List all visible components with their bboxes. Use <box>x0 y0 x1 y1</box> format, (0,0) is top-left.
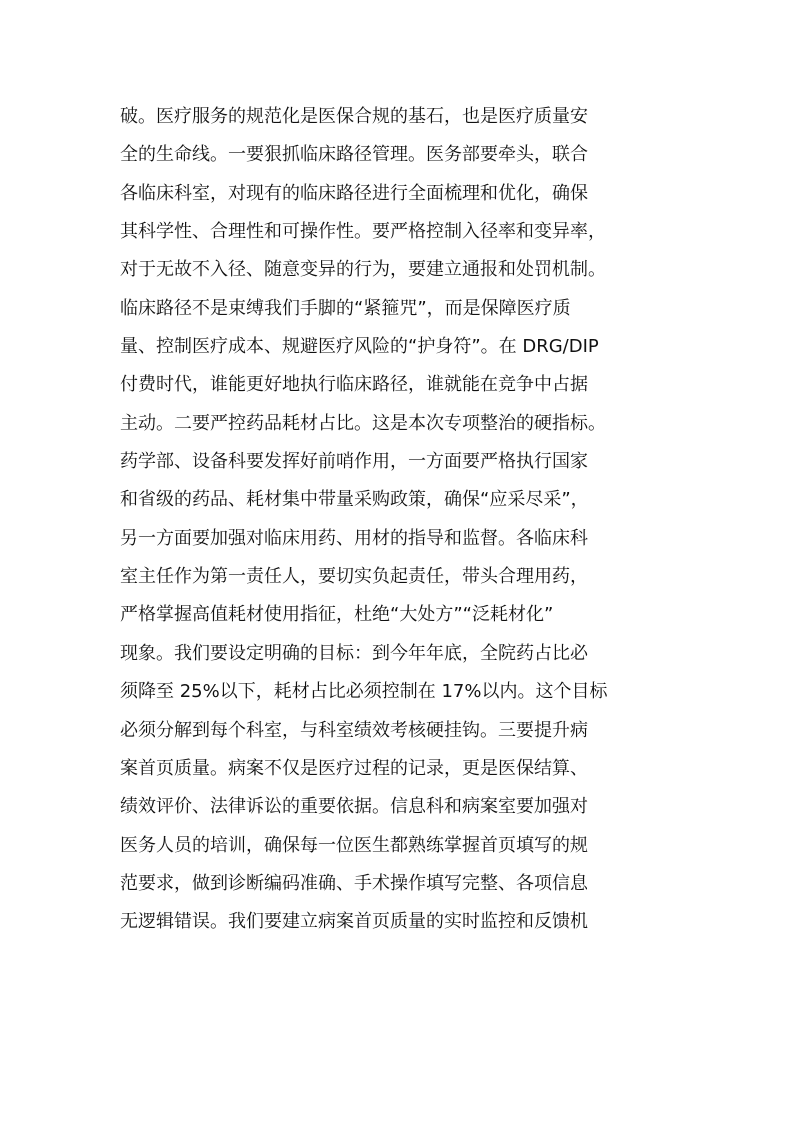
text-line: 其科学性、合理性和可操作性。要严格控制入径率和变异率， <box>120 221 606 243</box>
text-line: 现象。我们要设定明确的目标：到今年年底，全院药占比必 <box>120 642 588 664</box>
text-line: 付费时代，谁能更好地执行临床路径，谁就能在竞争中占据 <box>120 374 588 396</box>
text-line: 药学部、设备科要发挥好前哨作用，一方面要严格执行国家 <box>120 451 588 473</box>
text-line: 范要求，做到诊断编码准确、手术操作填写完整、各项信息 <box>120 872 588 894</box>
text-line: 严格掌握高值耗材使用指征，杜绝“大处方”“泛耗材化” <box>120 604 554 626</box>
text-line: 必须分解到每个科室，与科室绩效考核硬挂钩。三要提升病 <box>120 719 588 741</box>
text-line: 各临床科室，对现有的临床路径进行全面梳理和优化，确保 <box>120 182 588 204</box>
text-line: 和省级的药品、耗材集中带量采购政策，确保“应采尽采”， <box>120 489 589 511</box>
body-text <box>120 98 680 942</box>
text-line: 另一方面要加强对临床用药、用材的指导和监督。各临床科 <box>120 527 588 549</box>
text-line: 医务人员的培训，确保每一位医生都熟练掌握首页填写的规 <box>120 834 588 856</box>
text-line: 全的生命线。一要狠抓临床路径管理。医务部要牵头，联合 <box>120 144 588 166</box>
text-line: 室主任作为第一责任人，要切实负起责任，带头合理用药， <box>120 566 588 588</box>
text-line: 绩效评价、法律诉讼的重要依据。信息科和病案室要加强对 <box>120 796 588 818</box>
text-line: 须降至 25%以下，耗材占比必须控制在 17%以内。这个目标 <box>120 681 608 703</box>
text-line: 对于无故不入径、随意变异的行为，要建立通报和处罚机制。 <box>120 259 606 281</box>
text-line: 案首页质量。病案不仅是医疗过程的记录，更是医保结算、 <box>120 757 588 779</box>
text-line: 量、控制医疗成本、规避医疗风险的“护身符”。在 DRG/DIP <box>120 336 599 358</box>
text-line: 临床路径不是束缚我们手脚的“紧箍咒”，而是保障医疗质 <box>120 297 571 319</box>
text-line: 主动。二要严控药品耗材占比。这是本次专项整治的硬指标。 <box>120 412 606 434</box>
text-line: 无逻辑错误。我们要建立病案首页质量的实时监控和反馈机 <box>120 911 588 933</box>
text-line: 破。医疗服务的规范化是医保合规的基石，也是医疗质量安 <box>120 106 588 127</box>
